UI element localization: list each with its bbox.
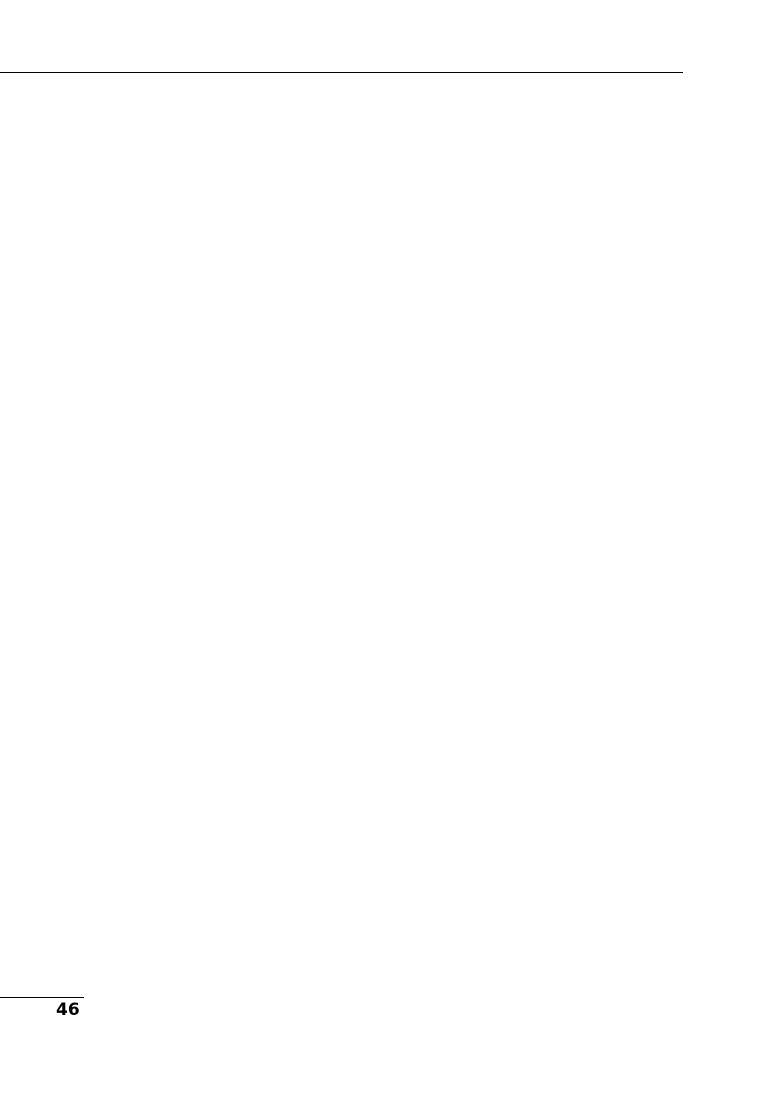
page-number: 46 (56, 1000, 80, 1020)
body-text (88, 92, 684, 1012)
top-rule (0, 72, 683, 73)
bottom-rule (0, 997, 84, 998)
